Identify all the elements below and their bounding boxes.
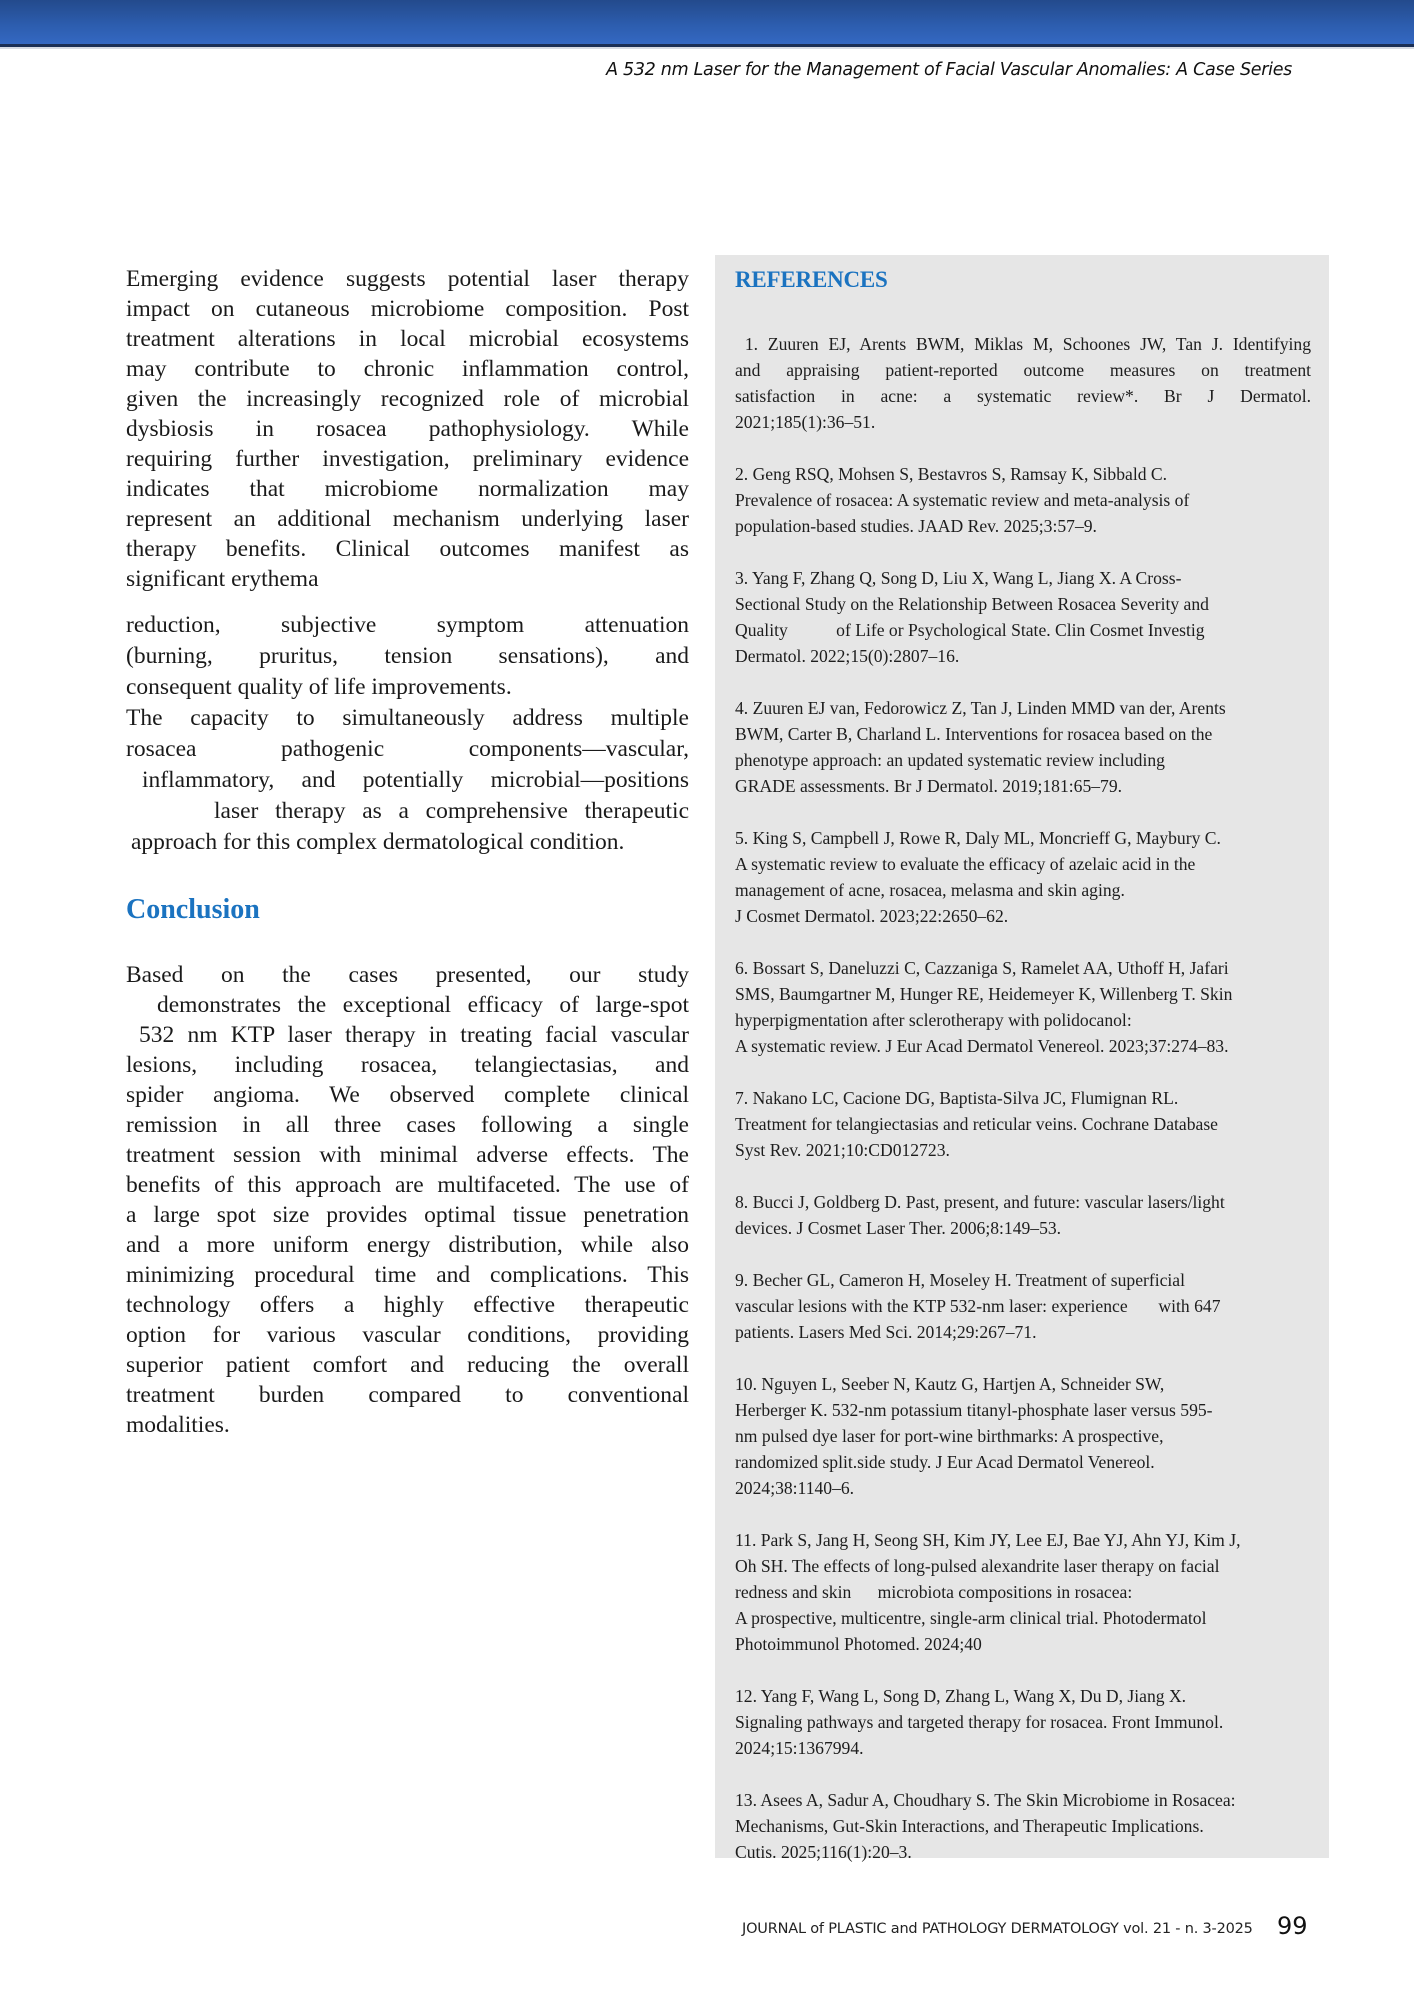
- reference-item: [735, 1787, 1311, 1865]
- text-line: inflammatory, and potentially microbial—positions: [142, 767, 689, 793]
- reference-line: Oh SH. The effects of long-pulsed alexandrite laser therapy on facial: [735, 1556, 1220, 1576]
- main-text-column: [126, 264, 689, 1458]
- reference-line: SMS, Baumgartner M, Hunger RE, Heidemeyer K, Willenberg T. Skin: [735, 984, 1233, 1004]
- header-bar: [0, 0, 1414, 47]
- text-line: a large spot size provides optimal tissue penetration: [126, 1202, 689, 1228]
- reference-line: randomized split.side study. J Eur Acad Dermatol Venereol.: [735, 1452, 1155, 1472]
- text-line: superior patient comfort and reducing the overall: [126, 1352, 689, 1378]
- text-line: benefits of this approach are multifaceted. The use of: [126, 1172, 689, 1198]
- text-line: indicates that microbiome normalization may: [126, 476, 689, 502]
- reference-line: BWM, Carter B, Charland L. Interventions for rosacea based on the: [735, 724, 1213, 744]
- reference-line: 4. Zuuren EJ van, Fedorowicz Z, Tan J, Linden MMD van der, Arents: [735, 698, 1226, 718]
- reference-line: Quality of Life or Psychological State. Clin Cosmet Investig: [735, 620, 1205, 640]
- reference-line: 2021;185(1):36–51.: [735, 412, 876, 432]
- reference-line: vascular lesions with the KTP 532-nm laser: experience with 647: [735, 1296, 1221, 1316]
- reference-line: devices. J Cosmet Laser Ther. 2006;8:149–53.: [735, 1218, 1062, 1238]
- text-line: impact on cutaneous microbiome composition. Post: [126, 296, 689, 322]
- text-line: may contribute to chronic inflammation control,: [126, 356, 689, 382]
- reference-line: Prevalence of rosacea: A systematic review and meta-analysis of: [735, 490, 1190, 510]
- text-line: treatment burden compared to conventional: [126, 1382, 689, 1408]
- references-heading: REFERENCES: [735, 267, 888, 292]
- reference-line: 2. Geng RSQ, Mohsen S, Bestavros S, Ramsay K, Sibbald C.: [735, 464, 1168, 484]
- reference-line: GRADE assessments. Br J Dermatol. 2019;181:65–79.: [735, 776, 1123, 796]
- reference-line: 6. Bossart S, Daneluzzi C, Cazzaniga S, Ramelet AA, Uthoff H, Jafari: [735, 958, 1229, 978]
- reference-item: [735, 565, 1311, 669]
- reference-line: J Cosmet Dermatol. 2023;22:2650–62.: [735, 906, 1009, 926]
- text-line: option for various vascular conditions, providing: [126, 1322, 689, 1348]
- reference-line: Herberger K. 532-nm potassium titanyl-phosphate laser versus 595-: [735, 1400, 1213, 1420]
- reference-item: [735, 1371, 1311, 1501]
- reference-line: Signaling pathways and targeted therapy for rosacea. Front Immunol.: [735, 1712, 1224, 1732]
- text-line: remission in all three cases following a single: [126, 1112, 689, 1138]
- reference-item: [735, 955, 1311, 1059]
- text-line: lesions, including rosacea, telangiectasias, and: [126, 1052, 689, 1078]
- text-line: approach for this complex dermatological condition.: [131, 829, 625, 855]
- reference-line: 3. Yang F, Zhang Q, Song D, Liu X, Wang L, Jiang X. A Cross-: [735, 568, 1182, 588]
- reference-line: population-based studies. JAAD Rev. 2025;3:57–9.: [735, 516, 1097, 536]
- reference-line: nm pulsed dye laser for port-wine birthmarks: A prospective,: [735, 1426, 1164, 1446]
- text-line: demonstrates the exceptional efficacy of large-spot: [157, 992, 689, 1018]
- reference-line: 11. Park S, Jang H, Seong SH, Kim JY, Lee EJ, Bae YJ, Ahn YJ, Kim J,: [735, 1530, 1241, 1550]
- reference-item: [735, 461, 1311, 539]
- reference-line: and appraising patient-reported outcome measures on treatment: [735, 360, 1311, 380]
- reference-line: satisfaction in acne: a systematic review*. Br J Dermatol.: [735, 386, 1311, 406]
- reference-line: 9. Becher GL, Cameron H, Moseley H. Treatment of superficial: [735, 1270, 1185, 1290]
- reference-line: Mechanisms, Gut-Skin Interactions, and Therapeutic Implications.: [735, 1816, 1204, 1836]
- reference-item: [735, 825, 1311, 929]
- references-box: [715, 255, 1329, 1862]
- text-line: minimizing procedural time and complications. This: [126, 1262, 689, 1288]
- reference-line: 10. Nguyen L, Seeber N, Kautz G, Hartjen A, Schneider SW,: [735, 1374, 1165, 1394]
- reference-line: management of acne, rosacea, melasma and skin aging.: [735, 880, 1125, 900]
- text-line: spider angioma. We observed complete clinical: [126, 1082, 689, 1108]
- reference-line: 8. Bucci J, Goldberg D. Past, present, and future: vascular lasers/light: [735, 1192, 1225, 1212]
- reference-line: Sectional Study on the Relationship Between Rosacea Severity and: [735, 594, 1209, 614]
- reference-item: [735, 695, 1311, 799]
- reference-line: phenotype approach: an updated systematic review including: [735, 750, 1165, 770]
- text-line: laser therapy as a comprehensive therapeutic: [214, 798, 689, 824]
- text-line: treatment session with minimal adverse effects. The: [126, 1142, 689, 1168]
- text-line: Based on the cases presented, our study: [126, 962, 689, 988]
- journal-footer: JOURNAL of PLASTIC and PATHOLOGY DERMATOLOGY vol. 21 - n. 3-2025: [742, 1921, 1253, 1937]
- text-line: technology offers a highly effective therapeutic: [126, 1292, 689, 1318]
- reference-item: [735, 331, 1311, 435]
- reference-line: Photoimmunol Photomed. 2024;40: [735, 1634, 982, 1654]
- text-line: modalities.: [126, 1412, 230, 1438]
- reference-line: 1. Zuuren EJ, Arents BWM, Miklas M, Schoones JW, Tan J. Identifying: [735, 334, 1311, 354]
- reference-line: redness and skin microbiota compositions in rosacea:: [735, 1582, 1133, 1602]
- text-line: given the increasingly recognized role of microbial: [126, 386, 689, 412]
- reference-item: [735, 1085, 1311, 1163]
- text-line: therapy benefits. Clinical outcomes manifest as: [126, 536, 689, 562]
- reference-item: [735, 1683, 1311, 1761]
- text-line: represent an additional mechanism underlying laser: [126, 506, 689, 532]
- text-line: (burning, pruritus, tension sensations), and: [126, 643, 689, 669]
- reference-line: Dermatol. 2022;15(0):2807–16.: [735, 646, 960, 666]
- reference-line: 2024;15:1367994.: [735, 1738, 864, 1758]
- reference-line: A systematic review to evaluate the efficacy of azelaic acid in the: [735, 854, 1196, 874]
- text-line: dysbiosis in rosacea pathophysiology. While: [126, 416, 689, 442]
- reference-line: hyperpigmentation after sclerotherapy with polidocanol:: [735, 1010, 1132, 1030]
- conclusion-heading: Conclusion: [126, 894, 260, 925]
- paragraph: [126, 610, 689, 858]
- reference-line: 7. Nakano LC, Cacione DG, Baptista-Silva JC, Flumignan RL.: [735, 1088, 1179, 1108]
- reference-line: 5. King S, Campbell J, Rowe R, Daly ML, Moncrieff G, Maybury C.: [735, 828, 1221, 848]
- text-line: rosacea pathogenic components—vascular,: [126, 736, 689, 762]
- reference-line: Cutis. 2025;116(1):20–3.: [735, 1842, 912, 1862]
- reference-line: Syst Rev. 2021;10:CD012723.: [735, 1140, 950, 1160]
- page-number: 99: [1277, 1912, 1308, 1940]
- text-line: consequent quality of life improvements.: [126, 674, 512, 700]
- text-line: 532 nm KTP laser therapy in treating facial vascular: [139, 1022, 689, 1048]
- reference-line: 12. Yang F, Wang L, Song D, Zhang L, Wang X, Du D, Jiang X.: [735, 1686, 1187, 1706]
- reference-item: [735, 1189, 1311, 1241]
- reference-item: [735, 1527, 1311, 1657]
- text-line: treatment alterations in local microbial ecosystems: [126, 326, 689, 352]
- reference-line: A prospective, multicentre, single-arm clinical trial. Photodermatol: [735, 1608, 1207, 1628]
- text-line: The capacity to simultaneously address multiple: [126, 705, 689, 731]
- text-line: and a more uniform energy distribution, while also: [126, 1232, 689, 1258]
- reference-line: 13. Asees A, Sadur A, Choudhary S. The Skin Microbiome in Rosacea:: [735, 1790, 1236, 1810]
- text-line: reduction, subjective symptom attenuation: [126, 612, 689, 638]
- reference-line: Treatment for telangiectasias and reticular veins. Cochrane Database: [735, 1114, 1218, 1134]
- reference-list: [735, 331, 1311, 1891]
- reference-line: A systematic review. J Eur Acad Dermatol Venereol. 2023;37:274–83.: [735, 1036, 1229, 1056]
- conclusion-paragraph: [126, 960, 689, 1440]
- text-line: significant erythema: [126, 566, 319, 592]
- reference-line: patients. Lasers Med Sci. 2014;29:267–71.: [735, 1322, 1037, 1342]
- running-title: A 532 nm Laser for the Management of Facial Vascular Anomalies: A Case Series: [606, 60, 1292, 80]
- reference-item: [735, 1267, 1311, 1345]
- text-line: Emerging evidence suggests potential laser therapy: [126, 266, 689, 292]
- paragraph: [126, 264, 689, 594]
- text-line: requiring further investigation, preliminary evidence: [126, 446, 689, 472]
- reference-line: 2024;38:1140–6.: [735, 1478, 855, 1498]
